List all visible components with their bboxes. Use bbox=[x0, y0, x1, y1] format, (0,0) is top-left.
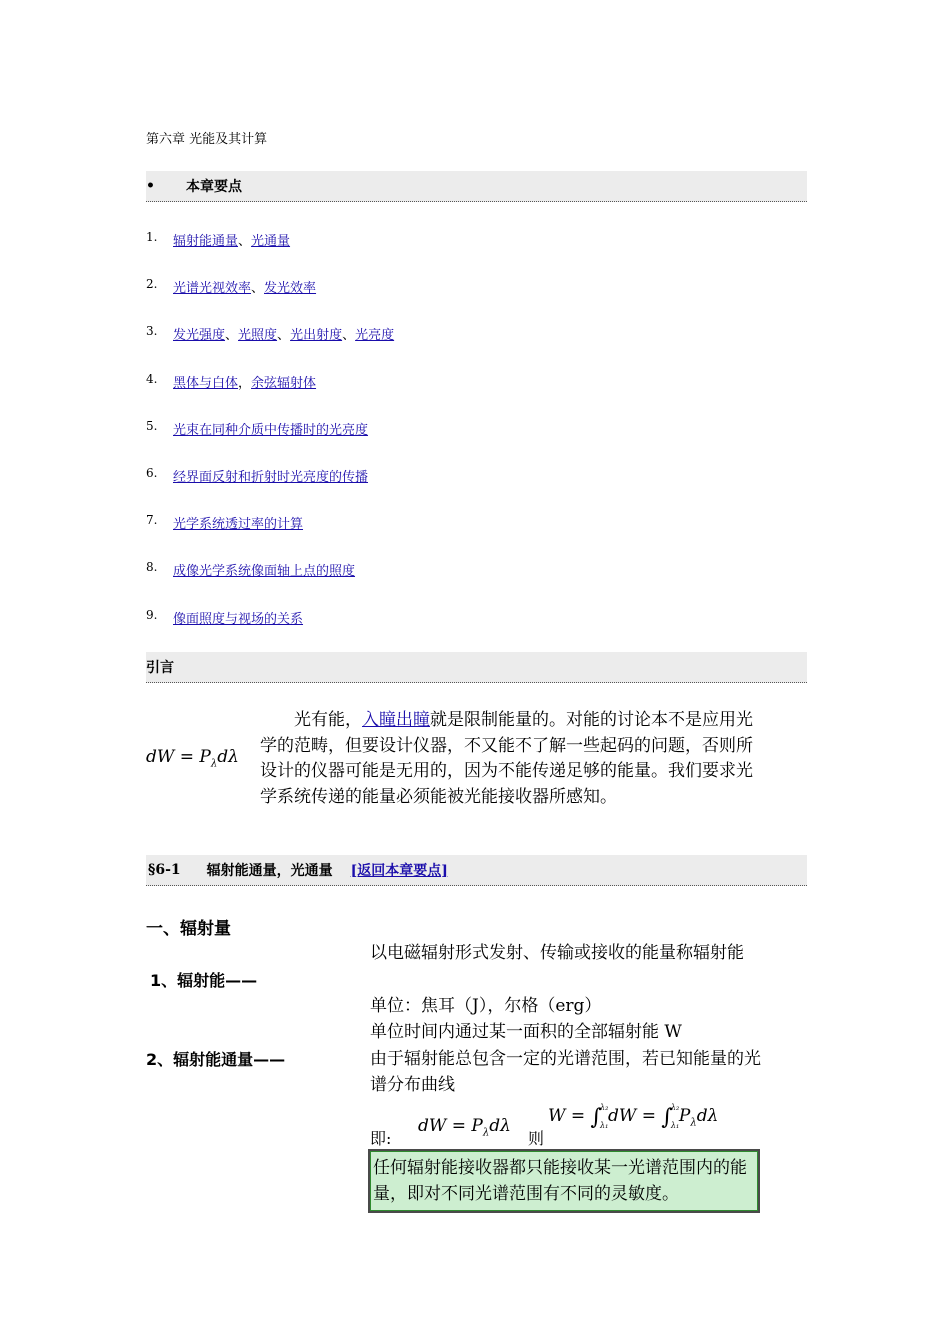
key-point-link[interactable]: 光亮度 bbox=[355, 328, 395, 344]
key-point-link[interactable]: 像面照度与视场的关系 bbox=[173, 611, 304, 627]
radiant-energy-unit: 单位：焦耳（J），尔格（erg） bbox=[370, 996, 602, 1016]
key-point-item bbox=[146, 466, 394, 513]
item-number: 5. bbox=[146, 418, 158, 433]
item-number: 4. bbox=[146, 371, 158, 386]
chapter-title: 第六章 光能及其计算 bbox=[146, 132, 268, 147]
separator: 、 bbox=[277, 328, 291, 344]
integral-icon: ∫ bbox=[661, 1105, 673, 1130]
key-point-item bbox=[146, 513, 394, 560]
key-point-link[interactable]: 成像光学系统像面轴上点的照度 bbox=[173, 564, 356, 580]
key-point-link[interactable]: 经界面反射和折射时光亮度的传播 bbox=[173, 469, 369, 485]
key-point-link[interactable]: 光通量 bbox=[251, 234, 291, 249]
section-number: §6-1 bbox=[148, 862, 181, 878]
key-point-link[interactable]: 发光强度 bbox=[173, 328, 226, 344]
separator: 、 bbox=[225, 328, 239, 344]
key-point-link[interactable]: 光束在同种介质中传播时的光亮度 bbox=[173, 422, 369, 438]
key-point-item bbox=[146, 230, 394, 277]
item-number: 6. bbox=[146, 465, 158, 480]
key-point-link[interactable]: 光学系统透过率的计算 bbox=[173, 517, 304, 533]
key-point-link[interactable]: 发光效率 bbox=[264, 281, 317, 297]
radiant-flux-description: 由于辐射能总包含一定的光谱范围，若已知能量的光谱分布曲线 bbox=[370, 1049, 761, 1095]
key-point-link[interactable]: 光谱光视效率 bbox=[173, 281, 252, 297]
separator: 、 bbox=[251, 281, 265, 297]
key-point-link[interactable]: 辐射能通量 bbox=[173, 234, 239, 249]
pupil-link[interactable]: 入瞳出瞳 bbox=[362, 710, 430, 730]
intro-paragraph: 光有能，入瞳出瞳就是限制能量的。对能的讨论本不是应用光学的范畴，但要设计仪器，不又能不了解一些起码的问题，否则所设计的仪器可能是无用的，因为不能传递足够的能量。我们要求光学系统传递的能量必须能被光能接收器所感知。 bbox=[260, 710, 753, 807]
key-point-item bbox=[146, 324, 394, 371]
intro-formula: dW = $P_\lambda d\lambda$ bbox=[146, 747, 239, 770]
radiant-energy-label: 1、辐射能—— bbox=[150, 971, 258, 990]
item-number: 7. bbox=[146, 513, 158, 528]
equation-prefix: 即: bbox=[370, 1129, 392, 1148]
sensitivity-note-box: 任何辐射能接收器都只能接收某一光谱范围内的能量，即对不同光谱范围有不同的灵敏度。 bbox=[368, 1149, 760, 1213]
section-title: 辐射能通量，光通量 bbox=[206, 863, 333, 879]
back-to-key-points-link[interactable]: [返回本章要点] bbox=[350, 863, 448, 879]
key-point-link[interactable]: 光出射度 bbox=[290, 328, 343, 344]
section-header-6-1 bbox=[146, 855, 807, 886]
key-point-item bbox=[146, 419, 394, 466]
separator: 、 bbox=[342, 328, 356, 344]
equation-row bbox=[370, 1098, 770, 1148]
radiant-flux-label: 2、辐射能通量—— bbox=[146, 1050, 286, 1069]
radiant-energy-definition: 以电磁辐射形式发射、传输或接收的能量称辐射能 bbox=[370, 943, 744, 963]
equation-then: 则 bbox=[528, 1129, 545, 1148]
item-number: 1. bbox=[146, 230, 158, 244]
key-point-link[interactable]: 光照度 bbox=[238, 328, 278, 344]
item-number: 3. bbox=[146, 324, 158, 339]
integral-formula: W = ∫λ₂ λ₁dW = ∫λ₂ $\lambda_1P_\lambda d\lambda$ bbox=[548, 1103, 719, 1130]
section-title: 本章要点 bbox=[186, 179, 242, 195]
key-points-list bbox=[146, 230, 394, 655]
key-point-item bbox=[146, 560, 394, 607]
radiation-heading: 一、辐射量 bbox=[146, 919, 231, 939]
section-header-intro bbox=[146, 652, 807, 683]
item-number: 9. bbox=[146, 607, 158, 622]
item-number: 2. bbox=[146, 277, 158, 292]
key-point-item bbox=[146, 372, 394, 419]
integral-icon: ∫ bbox=[590, 1105, 602, 1130]
radiant-flux-definition: 单位时间内通过某一面积的全部辐射能 W bbox=[370, 1022, 682, 1042]
separator: ， bbox=[238, 375, 252, 391]
key-point-link[interactable]: 黑体与白体 bbox=[173, 375, 239, 391]
differential-formula: dW = $P_\lambda d\lambda$ bbox=[418, 1116, 511, 1139]
section-header-key-points bbox=[146, 171, 807, 202]
key-point-item bbox=[146, 608, 394, 655]
key-point-item bbox=[146, 277, 394, 324]
separator: 、 bbox=[238, 234, 252, 249]
section-title: 引言 bbox=[146, 660, 174, 676]
bullet-icon: • bbox=[146, 178, 155, 194]
key-point-link[interactable]: 余弦辐射体 bbox=[251, 375, 317, 391]
item-number: 8. bbox=[146, 560, 158, 575]
